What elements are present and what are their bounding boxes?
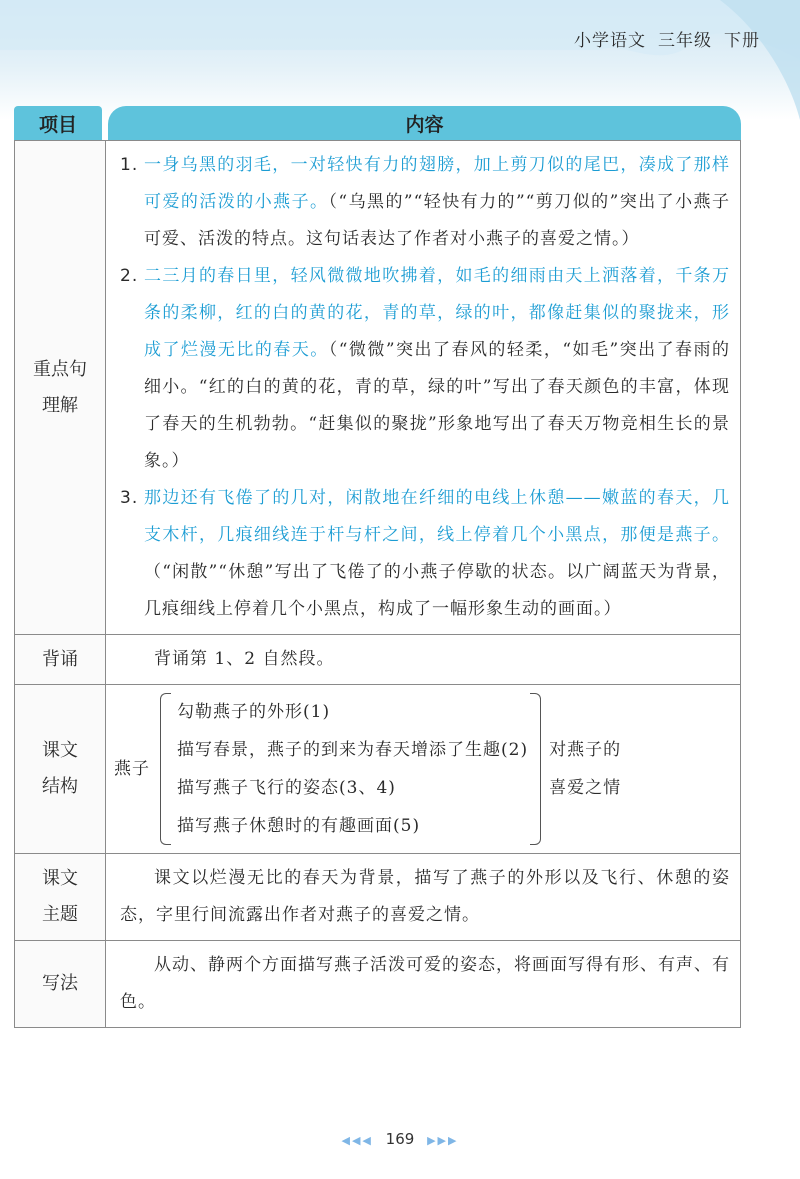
column-header-content: 内容 — [108, 106, 741, 140]
right-arrows-icon: ▶▶▶ — [427, 1134, 459, 1147]
conclusion-line: 喜爱之情 — [549, 778, 622, 798]
header-banner — [0, 0, 800, 120]
structure-branch: 描写燕子休憩时的有趣画面(5) — [177, 816, 421, 836]
sentence-analysis: （“闲散”“休憩”写出了飞倦了的小燕子停歇的状态。以广阔蓝天为背景，几痕细线上停着几个小黑点，构成了一幅形象生动的画面。） — [144, 562, 730, 619]
page-footer — [0, 1130, 800, 1148]
row-label-theme — [15, 854, 106, 941]
item-number: 2. — [120, 266, 139, 286]
label-line: 理解 — [42, 394, 78, 416]
table-header — [14, 106, 741, 140]
left-arrows-icon: ◀◀◀ — [341, 1134, 373, 1147]
conclusion-line: 对燕子的 — [549, 740, 622, 760]
sentence-analysis: （“微微”突出了春风的轻柔，“如毛”突出了春雨的细小。“红的白的黄的花，青的草，绿的叶”写出了春天颜色的丰富，体现了春天的生机勃勃。“赶集似的聚拢”形象地写出了春天万物竞相生长的景象。） — [144, 340, 731, 471]
row-label-key-sentences — [15, 141, 106, 635]
right-brace — [530, 693, 541, 845]
label-line: 主题 — [42, 904, 78, 925]
page-number: 169 — [385, 1130, 415, 1148]
row-label-structure — [15, 685, 106, 854]
book-header — [574, 26, 760, 51]
writing-content: 从动、静两个方面描写燕子活泼可爱的姿态，将画面写得有形、有声、有色。 — [106, 941, 741, 1028]
structure-root: 燕子 — [114, 758, 150, 779]
row-theme — [15, 854, 741, 941]
structure-branch: 勾勒燕子的外形(1) — [177, 702, 331, 722]
item-number: 1. — [120, 155, 139, 175]
header-grade: 三年级 — [658, 31, 712, 51]
sentence-analysis: （“乌黑的”“轻快有力的”“剪刀似的”突出了小燕子可爱、活泼的特点。这句话表达了作者对小燕子的喜爱之情。） — [144, 192, 730, 249]
row-label-writing: 写法 — [15, 941, 106, 1028]
row-writing — [15, 941, 741, 1028]
label-line: 课文 — [42, 868, 78, 889]
label-line: 课文 — [42, 740, 78, 761]
quoted-sentence: 一身乌黑的羽毛，一对轻快有力的翅膀，加上剪刀似的尾巴，凑成了那样可爱的活泼的小燕子。 — [144, 155, 730, 212]
table-body — [14, 140, 741, 1028]
structure-branch: 描写春景，燕子的到来为春天增添了生趣(2) — [177, 740, 529, 760]
recite-content: 背诵第 1、2 自然段。 — [106, 635, 741, 685]
column-header-item: 项目 — [14, 106, 102, 140]
item-number: 3. — [120, 488, 139, 508]
key-sentence-item — [120, 147, 730, 258]
row-key-sentences — [15, 141, 741, 635]
row-label-recite: 背诵 — [15, 635, 106, 685]
key-sentence-item — [120, 258, 730, 480]
label-line: 重点句 — [33, 358, 87, 380]
structure-conclusion — [549, 731, 621, 807]
header-subject: 小学语文 — [574, 31, 646, 51]
label-line: 结构 — [42, 776, 78, 797]
header-wave-decoration — [0, 0, 800, 120]
theme-content: 课文以烂漫无比的春天为背景，描写了燕子的外形以及飞行、休憩的姿态，字里行间流露出作者对燕子的喜爱之情。 — [106, 854, 741, 941]
structure-content — [106, 685, 741, 854]
quoted-sentence: 那边还有飞倦了的几对，闲散地在纤细的电线上休憩——嫩蓝的春天，几支木杆，几痕细线连于杆与杆之间，线上停着几个小黑点，那便是燕子。 — [144, 488, 730, 545]
quoted-sentence: 二三月的春日里，轻风微微地吹拂着，如毛的细雨由天上洒落着，千条万条的柔柳，红的白的黄的花，青的草，绿的叶，都像赶集似的聚拢来，形成了烂漫无比的春天。 — [144, 266, 730, 360]
summary-table — [14, 106, 741, 1028]
row-recite — [15, 635, 741, 685]
left-brace — [160, 693, 171, 845]
key-sentence-item — [120, 480, 730, 628]
header-volume: 下册 — [724, 31, 760, 51]
structure-diagram — [114, 691, 730, 847]
structure-branch: 描写燕子飞行的姿态(3、4) — [177, 778, 396, 798]
key-sentences-content — [106, 141, 741, 635]
structure-branches — [177, 693, 528, 845]
row-structure — [15, 685, 741, 854]
